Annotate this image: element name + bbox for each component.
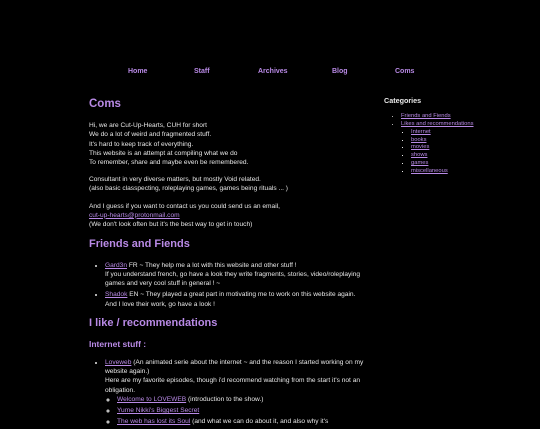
like-heading: I like / recommendations (89, 316, 218, 329)
contact-note: (We don't look often but it's the best way to get in touch) (89, 221, 253, 229)
nav-coms[interactable]: Coms (395, 68, 415, 75)
categories-sublist (401, 129, 504, 176)
episode-link[interactable]: The web has lost its Soul (117, 418, 191, 426)
list-item (117, 395, 374, 404)
nav-staff[interactable]: Staff (194, 68, 210, 75)
internet-heading: Internet stuff : (89, 339, 147, 350)
friend-text: EN ~ They played a great part in motivating me to work on this website again. (127, 291, 356, 299)
friend-more: And I love their work, go have a look ! (105, 300, 215, 308)
main-content (89, 96, 374, 429)
email-link[interactable]: cut-up-hearts@protonmail.com (89, 211, 180, 219)
friend-more: If you understand french, go have a look they write fragments, stories, video/roleplaying games and very cool stuff in general ! ~ (105, 270, 361, 288)
contact-line: And I guess if you want to contact us you could send us an email, (89, 202, 280, 210)
list-item (105, 290, 374, 308)
nav-blog[interactable]: Blog (332, 68, 348, 75)
sidebar-subitem (411, 144, 504, 152)
episode-text: (and what we can do about it, and also why it's (190, 418, 329, 426)
list-item (105, 358, 374, 427)
loveweb-link[interactable]: Loveweb (105, 359, 132, 367)
sidebar-item-shows[interactable]: shows (411, 152, 428, 159)
sidebar-item (401, 121, 504, 176)
page-title: Coms (89, 98, 121, 110)
intro-paragraph (89, 121, 374, 167)
nav-archives[interactable]: Archives (258, 68, 288, 75)
consultant-line: Consultant in very diverse matters, but mostly Void related. (89, 176, 261, 184)
list-item (117, 417, 374, 426)
sidebar-item-friends[interactable]: Friends and Fiends (401, 113, 451, 120)
list-item (105, 261, 374, 289)
nav-home[interactable]: Home (128, 68, 148, 75)
sidebar-item-likes[interactable]: Likes and recommendations (401, 120, 474, 127)
internet-list (89, 358, 374, 427)
friends-list (89, 261, 374, 309)
contact-paragraph (89, 202, 374, 230)
list-item (117, 406, 374, 415)
sidebar-item (401, 113, 504, 121)
friend-link-gard3n[interactable]: Gard3n (105, 261, 127, 269)
loveweb-more: Here are my favorite episodes, though i'd recommend watching from the start it's not an obligation. (105, 377, 361, 394)
sidebar (384, 96, 504, 176)
sidebar-subitem (411, 160, 504, 168)
categories-list (384, 113, 504, 176)
sidebar-item-internet[interactable]: Internet (411, 128, 431, 135)
sidebar-item-miscellaneous[interactable]: miscellaneous (411, 167, 448, 174)
categories-title: Categories (384, 96, 422, 105)
intro-line: We do a lot of weird and fragmented stuff. (89, 131, 212, 139)
intro-line: Hi, we are Cut-Up-Hearts, CUH for short (89, 122, 207, 130)
sidebar-subitem (411, 168, 504, 176)
sidebar-subitem (411, 152, 504, 160)
sidebar-subitem (411, 137, 504, 145)
friend-link-shadok[interactable]: Shadok (105, 291, 128, 299)
sidebar-item-games[interactable]: games (411, 159, 429, 166)
sidebar-item-books[interactable]: books (411, 136, 427, 143)
intro-line: This website is an attempt at compiling what we do (89, 149, 238, 157)
episode-list (105, 395, 374, 427)
episode-text: (introduction to the show.) (186, 395, 264, 403)
consultant-paragraph (89, 175, 374, 193)
intro-line: It's hard to keep track of everything. (89, 140, 194, 148)
episode-link[interactable]: Yume Nikki's Biggest Secret (117, 407, 200, 415)
sidebar-subitem (411, 129, 504, 137)
friends-heading: Friends and Fiends (89, 238, 190, 251)
loveweb-text: (An animated serie about the internet ~ and the reason I started working on my website again.) (105, 359, 364, 376)
intro-line: To remember, share and maybe even be remembered. (89, 158, 249, 166)
consultant-line: (also basic classpecting, roleplaying games, games being rituals ... ) (89, 185, 289, 193)
episode-link[interactable]: Welcome to LOVEWEB (117, 395, 187, 403)
friend-text: FR ~ They help me a lot with this website and other stuff ! (127, 261, 297, 269)
sidebar-item-movies[interactable]: movies (411, 144, 430, 151)
top-nav (0, 67, 540, 79)
